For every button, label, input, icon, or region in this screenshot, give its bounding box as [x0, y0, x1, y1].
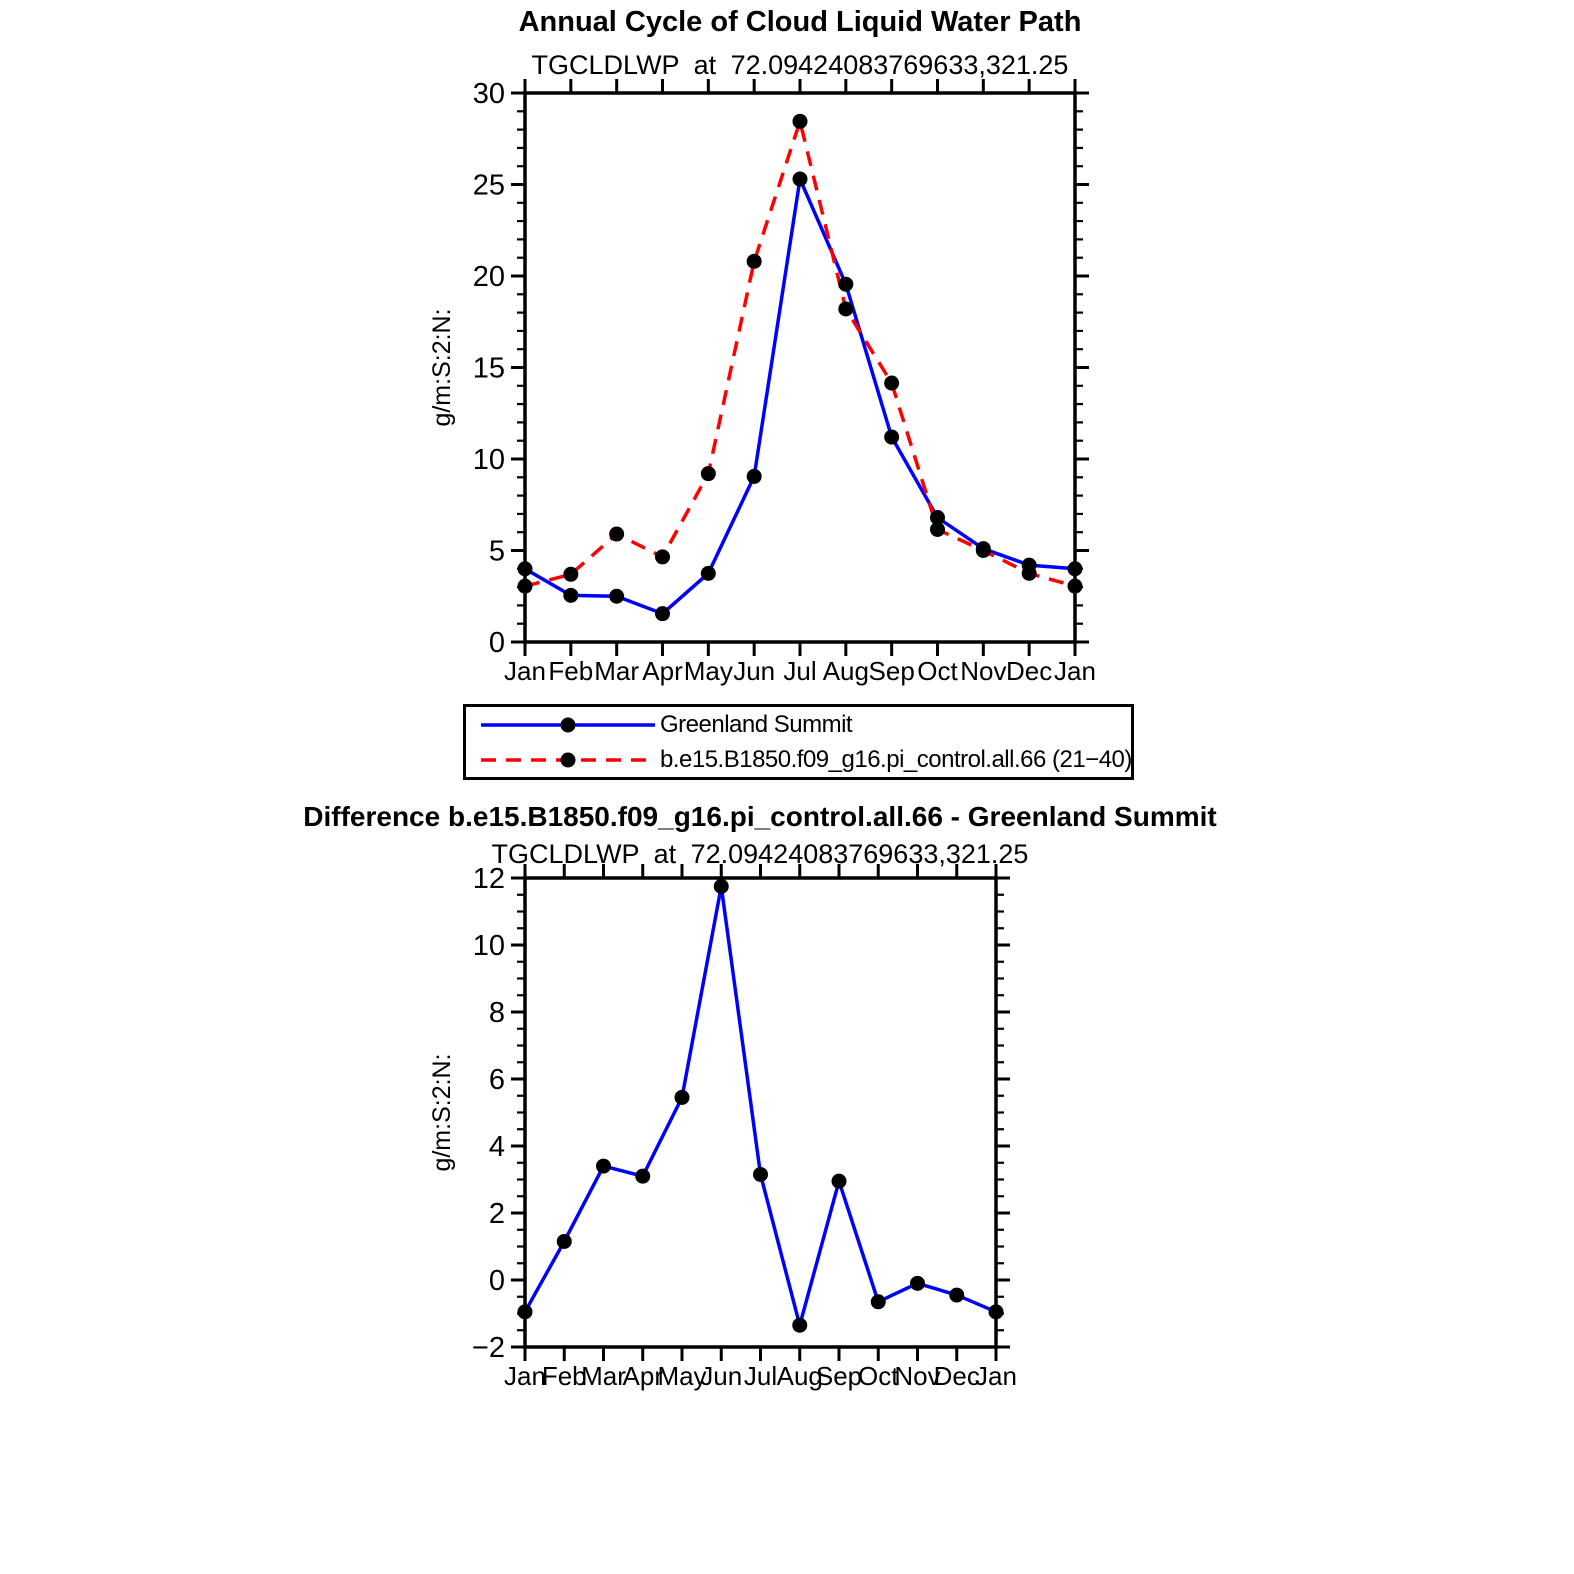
data-point-marker	[609, 527, 624, 542]
y-tick-label: −2	[471, 1332, 505, 1364]
greenland-summit-line	[525, 179, 1075, 614]
chart1-subtitle: TGCLDLWP at 72.09424083769633,321.25	[531, 50, 1069, 80]
data-point-marker	[930, 522, 945, 537]
x-tick-label: Jul	[783, 656, 817, 686]
axes	[428, 78, 1096, 686]
legend-label-greenland-summit: Greenland Summit	[660, 710, 853, 738]
y-tick-label: 0	[488, 627, 505, 659]
data-point-marker	[655, 549, 670, 564]
data-point-marker	[910, 1276, 925, 1291]
b-e15-b1850-f09-g16-pi-control-all-66-21-40-line	[525, 121, 1075, 586]
x-tick-label: Dec	[1006, 656, 1053, 686]
chart2-title: Difference b.e15.B1850.f09_g16.pi_control.all.66 - Greenland Summit	[303, 801, 1217, 832]
data-point-marker	[838, 301, 853, 316]
x-tick-label: Jun	[733, 656, 776, 686]
x-tick-label: May	[657, 1361, 707, 1391]
data-point-marker	[635, 1169, 650, 1184]
legend-line-sample-icon	[479, 748, 657, 772]
x-tick-label: Oct	[858, 1361, 899, 1391]
x-tick-label: Aug	[822, 656, 869, 686]
legend-entry-model	[466, 742, 1131, 777]
data-point-marker	[596, 1159, 611, 1174]
y-tick-label: 8	[488, 997, 505, 1029]
y-tick-label: 25	[472, 169, 505, 202]
y-tick-label: 15	[472, 352, 505, 385]
data-point-marker	[884, 430, 899, 445]
data-point-marker	[832, 1174, 847, 1189]
legend-marker-dot-icon	[561, 717, 576, 732]
chart2-subtitle: TGCLDLWP at 72.09424083769633,321.25	[491, 839, 1029, 869]
y-tick-label: 0	[488, 1265, 505, 1297]
y-tick-label: 10	[472, 444, 505, 476]
y-tick-label: 4	[488, 1131, 505, 1163]
data-point-marker	[701, 566, 716, 581]
data-point-marker	[701, 466, 716, 481]
x-tick-label: Aug	[776, 1361, 823, 1391]
difference-line	[525, 886, 996, 1325]
x-tick-label: Mar	[594, 656, 640, 686]
annual-cycle-chart	[400, 75, 1120, 695]
difference-chart	[400, 855, 1040, 1400]
data-point-marker	[609, 589, 624, 604]
x-tick-label: Feb	[548, 656, 594, 686]
legend-label-model: b.e15.B1850.f09_g16.pi_control.all.66 (21−40)	[660, 745, 1132, 773]
data-point-marker	[747, 469, 762, 484]
x-tick-label: Dec	[933, 1361, 980, 1391]
x-tick-label: Sep	[815, 1361, 863, 1391]
data-point-marker	[884, 376, 899, 391]
data-point-marker	[753, 1167, 768, 1182]
data-point-marker	[518, 1304, 533, 1319]
data-point-marker	[675, 1090, 690, 1105]
legend-line-sample-icon	[479, 713, 657, 737]
x-tick-label: Sep	[868, 656, 915, 686]
y-axis-title: g/m:S:2:N:	[428, 308, 456, 427]
x-tick-label: Nov	[960, 656, 1007, 686]
data-point-marker	[557, 1234, 572, 1249]
axes	[428, 863, 1017, 1391]
data-point-marker	[563, 567, 578, 582]
x-tick-label: Jan	[1054, 656, 1096, 686]
x-tick-label: Apr	[642, 656, 683, 686]
x-tick-label: Jun	[700, 1361, 743, 1391]
data-point-marker	[1068, 561, 1083, 576]
x-tick-label: Apr	[622, 1361, 663, 1391]
data-point-marker	[793, 114, 808, 129]
y-tick-label: 10	[472, 930, 505, 962]
y-tick-label: 6	[488, 1064, 505, 1096]
x-tick-label: Nov	[894, 1361, 941, 1391]
data-point-marker	[655, 606, 670, 621]
x-tick-label: May	[683, 656, 733, 686]
data-point-marker	[989, 1304, 1004, 1319]
y-tick-label: 20	[472, 261, 505, 293]
data-point-marker	[518, 561, 533, 576]
data-point-marker	[1022, 566, 1037, 581]
data-point-marker	[792, 1318, 807, 1333]
x-tick-label: Jul	[743, 1361, 778, 1391]
x-tick-label: Mar	[581, 1361, 626, 1391]
chart1-title: Annual Cycle of Cloud Liquid Water Path	[518, 6, 1082, 38]
data-point-marker	[838, 277, 853, 292]
x-tick-label: Feb	[541, 1361, 587, 1391]
data-point-marker	[793, 172, 808, 187]
data-point-marker	[518, 579, 533, 594]
legend-box	[463, 704, 1134, 780]
data-point-marker	[1068, 579, 1083, 594]
data-point-marker	[949, 1288, 964, 1303]
y-tick-label: 5	[488, 535, 505, 568]
y-tick-label: 12	[472, 863, 505, 895]
y-tick-label: 30	[472, 78, 505, 110]
data-point-marker	[976, 543, 991, 558]
data-point-marker	[563, 588, 578, 603]
data-point-marker	[714, 879, 729, 894]
x-tick-label: Jan	[504, 1361, 546, 1391]
data-point-marker	[871, 1294, 886, 1309]
x-tick-label: Oct	[917, 656, 958, 686]
y-axis-title: g/m:S:2:N:	[428, 1053, 456, 1172]
legend-entry-greenland-summit	[466, 707, 1131, 742]
y-tick-label: 2	[488, 1198, 505, 1230]
data-point-marker	[747, 254, 762, 269]
x-tick-label: Jan	[504, 656, 546, 686]
legend-marker-dot-icon	[561, 752, 576, 767]
x-tick-label: Jan	[975, 1361, 1017, 1391]
